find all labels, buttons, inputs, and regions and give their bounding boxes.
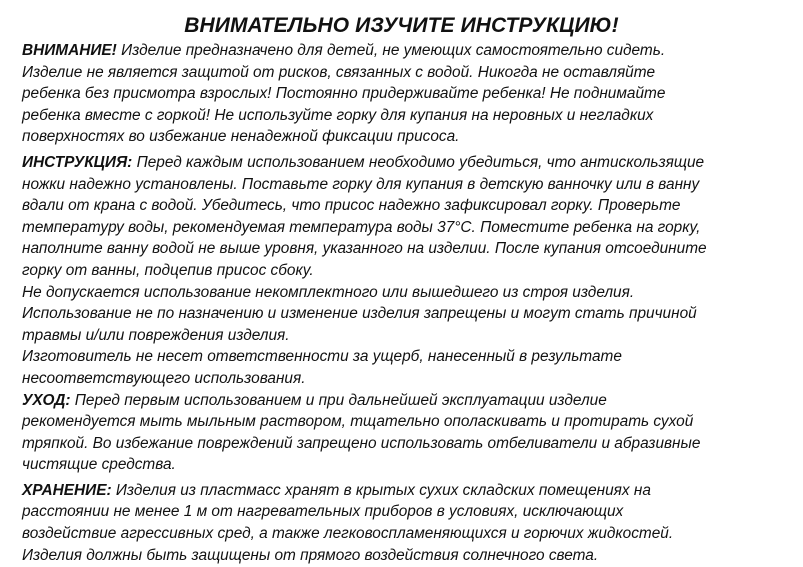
text-line: [22, 40, 802, 62]
text-line: Изделие не является защитой от рисков, связанных с водой. Никогда не оставляйте: [22, 63, 656, 81]
section-text: Перед каждым использованием необходимо убедиться, что антискользящие: [132, 153, 705, 171]
text-line: Изготовитель не несет ответственности за ущерб, нанесенный в результате: [22, 348, 622, 366]
section-heading: ХРАНЕНИЕ:: [22, 481, 112, 499]
text-line: [22, 152, 802, 174]
text-line: травмы и/или повреждения изделия.: [22, 326, 290, 344]
text-line: Изделия должны быть защищены от прямого воздействия солнечного света.: [22, 546, 599, 564]
document-body: [22, 40, 802, 566]
text-line: Использование не по назначению и изменение изделия запрещены и могут стать причиной: [22, 305, 697, 323]
text-line: горку от ванны, подцепив присос сбоку.: [22, 261, 314, 279]
text-line: рекомендуется мыть мыльным раствором, тщательно ополаскивать и протирать сухой: [22, 413, 694, 431]
section-storage: [22, 480, 802, 566]
section-care: [22, 390, 802, 476]
text-line: поверхностях во избежание ненадежной фиксации присоса.: [22, 128, 460, 146]
section-text: Изделие предназначено для детей, не умеющих самостоятельно сидеть.: [116, 42, 666, 59]
section-attention: [22, 40, 802, 148]
text-line: Не допускается использование некомплектного или вышедшего из строя изделия.: [22, 283, 635, 301]
section-heading: ИНСТРУКЦИЯ:: [22, 153, 133, 171]
text-line: ножки надежно установлены. Поставьте горку для купания в детскую ванночку или в ванну: [22, 175, 700, 193]
section-heading: ВНИМАНИЕ!: [22, 42, 117, 59]
text-line: воздействие агрессивных сред, а также легковоспламеняющихся и горючих жидкостей.: [22, 525, 674, 543]
text-line: [22, 480, 802, 502]
section-instruction: [22, 152, 802, 390]
document-title: ВНИМАТЕЛЬНО ИЗУЧИТЕ ИНСТРУКЦИЮ!: [184, 14, 619, 37]
section-text: Изделия из пластмасс хранят в крытых сухих складских помещениях на: [111, 481, 651, 499]
text-line: расстоянии не менее 1 м от нагревательных приборов в условиях, исключающих: [22, 503, 624, 521]
text-line: наполните ванну водой не выше уровня, указанного на изделии. После купания отсоедините: [22, 240, 707, 258]
section-text: Перед первым использованием и при дальнейшей эксплуатации изделие: [70, 391, 607, 409]
text-line: ребенка без присмотра взрослых! Постоянно придерживайте ребенка! Не поднимайте: [22, 85, 666, 103]
text-line: чистящие средства.: [22, 456, 176, 474]
text-line: температуру воды, рекомендуемая температура воды 37°С. Поместите ребенка на горку,: [22, 218, 701, 236]
text-line: несоответствующего использования.: [22, 369, 306, 387]
text-line: ребенка вместе с горкой! Не используйте горку для купания на неровных и негладких: [22, 106, 654, 124]
text-line: вдали от крана с водой. Убедитесь, что присос надежно зафиксировал горку. Проверьте: [22, 197, 681, 215]
text-line: тряпкой. Во избежание повреждений запрещено использовать отбеливатели и абразивные: [22, 434, 701, 452]
section-heading: УХОД:: [22, 391, 71, 409]
text-line: [22, 390, 802, 412]
